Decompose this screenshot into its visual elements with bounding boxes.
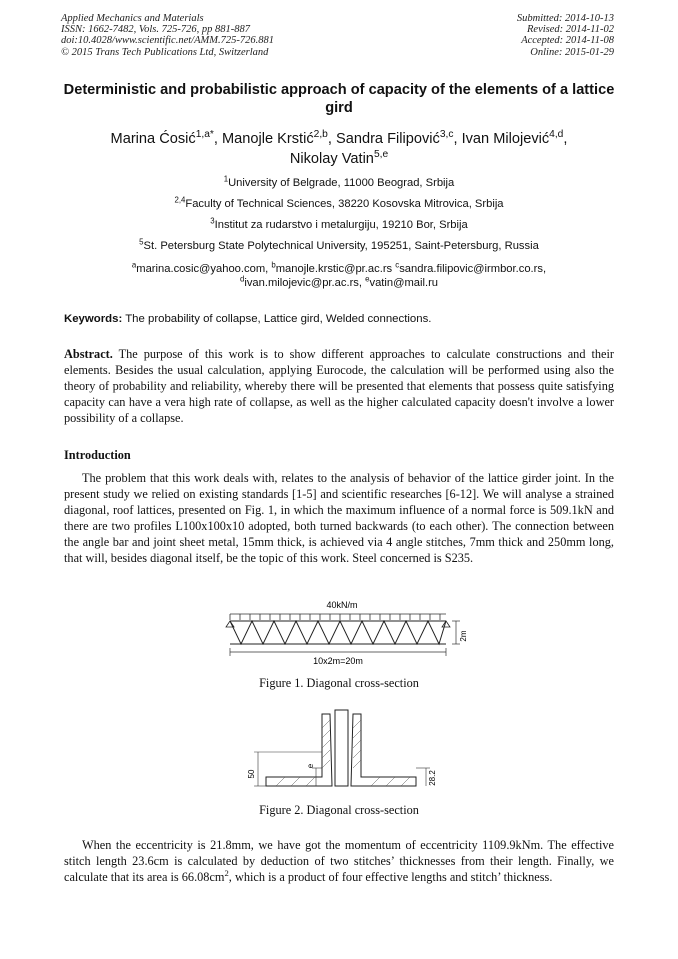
figure-2-cross-section [236, 708, 446, 800]
journal-header [61, 13, 274, 58]
author-name: Manojle Krstić [222, 131, 314, 147]
email-sup: d [239, 274, 245, 284]
affiliation [60, 197, 618, 211]
date-accepted: Accepted: 2014-11-08 [521, 35, 614, 47]
author-name: Nikolay Vatin [289, 151, 374, 167]
author-sup: 4,d [549, 129, 564, 141]
truss-members [230, 621, 446, 644]
unit-sup: 2 [224, 868, 229, 879]
email-address[interactable]: sandra.filipovic@irmbor.co.rs, [399, 263, 547, 275]
figure-1-truss [220, 596, 470, 676]
journal-name: Applied Mechanics and Materials [61, 13, 204, 24]
affiliation [60, 176, 618, 190]
abstract [64, 346, 614, 426]
date-submitted: Submitted: 2014-10-13 [516, 13, 614, 24]
journal-doi: doi:10.4028/www.scientific.net/AMM.725-726.881 [61, 35, 274, 47]
affiliation-sup: 1 [223, 174, 229, 184]
dim-28-label: 28.2 [428, 770, 437, 786]
author-sup: 3,c [439, 129, 454, 141]
email-address[interactable]: vatin@mail.ru [369, 277, 439, 289]
email-sup: b [271, 260, 276, 270]
email-list [60, 262, 618, 290]
author-sup: 2,b [313, 129, 328, 141]
span-label: 10x2m=20m [313, 656, 363, 666]
affiliation-text: Faculty of Technical Sciences, 38220 Kosovska Mitrovica, Srbija [185, 198, 504, 210]
angle-profiles [266, 710, 416, 786]
affiliation-sup: 2,4 [174, 195, 186, 205]
author-sup: 1,a* [195, 129, 214, 141]
intro-paragraph: The problem that this work deals with, relates to the analysis of behavior of the lattice girder joint. In the present study we relied on existing standards [1-5] and scientific researches [6-12]. We will analyse a strained diagonal, roof lattices, presented on Fig. 1, in which the maximum influence of a normal force is 509.1kN and there are two profiles L100x100x10 adopted, both turned backwards (to each other). The connection between the angle bar and joint sheet metal, 15mm thick, is achieved via 4 angle stitches, 7mm thick and 250mm long, that will, besides diagonal itself, be the topic of this work. Steel concerned is S235. [64, 471, 614, 566]
email-sup: e [365, 274, 370, 284]
keywords [64, 313, 614, 325]
dim-50-label: 50 [247, 769, 256, 779]
dates-header [517, 13, 614, 58]
figure-2-caption: Figure 2. Diagonal cross-section [259, 803, 419, 817]
affiliation-text: University of Belgrade, 11000 Beograd, Srbija [228, 177, 455, 189]
date-online: Online: 2015-01-29 [530, 46, 614, 58]
author-name: Marina Ćosić [110, 131, 196, 147]
email-address[interactable]: ivan.milojevic@pr.ac.rs, [244, 277, 366, 289]
figure-1-caption: Figure 1. Diagonal cross-section [259, 676, 419, 690]
distributed-load [230, 614, 446, 620]
keywords-label: Keywords: [64, 313, 123, 325]
author-sup: 5,e [373, 149, 389, 161]
paragraph-text: , which is a product of four effective lengths and stitch’ thickness. [228, 870, 553, 885]
email-sup: a [131, 260, 137, 270]
journal-copyright: © 2015 Trans Tech Publications Ltd, Switzerland [61, 46, 269, 58]
keywords-text: The probability of collapse, Lattice gird, Welded connections. [122, 313, 432, 325]
affiliation-text: St. Petersburg State Polytechnical University, 195251, Saint-Petersburg, Russia [143, 240, 539, 252]
affiliation [60, 239, 618, 253]
paragraph-text: When the eccentricity is 21.8mm, we have got the momentum of eccentricity 1109.9kNm. The effective stitch length 23.6cm is calculated by deduction of two stitches’ thicknesses from their length. Finally, we calculate that its area is 66.08cm [64, 838, 614, 885]
affiliation-text: Institut za rudarstvo i metalurgiju, 19210 Bor, Srbija [214, 219, 468, 231]
email-address[interactable]: marina.cosic@yahoo.com, [136, 263, 272, 275]
author-name: Sandra Filipović [335, 131, 440, 147]
author-name: Ivan Milojević [461, 131, 550, 147]
affiliation-sup: 5 [139, 237, 144, 247]
body-paragraph [64, 837, 614, 885]
abstract-text: The purpose of this work is to show different approaches to calculate constructions and their elements. Besides the usual calculation, applying Eurocode, the calculation will be performed using also the theory of probability and reliability, whereby there will be presented that elements that possess quite satisfying capacity can have a vera high rate of collapse, as well as the higher calculated capacity doesn't involve a lower possibility of a collapse. [64, 347, 614, 426]
author-list: Marina Ćosić$^{1,a*}$, Manojle Krstić$^{2,b}$, Sandra Filipović$^{3,c}$, Ivan Milojević$^{4,d}$, Nikolay Vatin$^{5,e}$ [110, 129, 568, 167]
email-sup: c [395, 260, 400, 270]
abstract-label: Abstract. [64, 347, 113, 361]
affiliation [60, 218, 618, 232]
paper-title: Deterministic and probabilistic approach of capacity of the elements of a lattice gird [63, 82, 615, 116]
email-address[interactable]: manojle.krstic@pr.ac.rs [275, 263, 396, 275]
height-label: 2m [459, 630, 468, 642]
date-revised: Revised: 2014-11-02 [527, 24, 614, 36]
load-label: 40kN/m [326, 600, 358, 610]
dim-e-label: e [306, 763, 315, 769]
section-heading-introduction: Introduction [64, 448, 131, 462]
affiliation-sup: 3 [210, 216, 215, 226]
journal-issn: ISSN: 1662-7482, Vols. 725-726, pp 881-887 [61, 24, 250, 36]
